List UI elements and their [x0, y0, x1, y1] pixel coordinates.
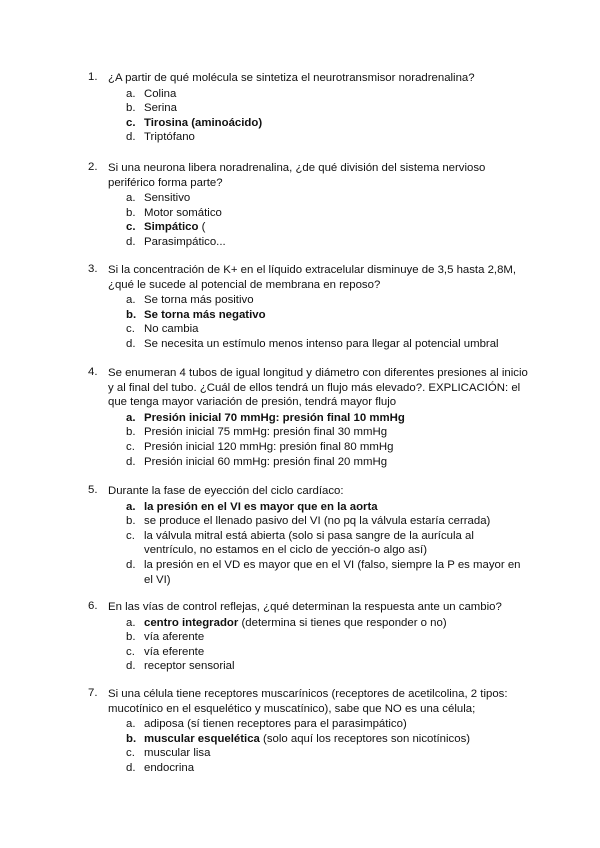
option-letter: a. [126, 294, 136, 307]
question-text: Si una célula tiene receptores muscarínicos (receptores de acetilcolina, 2 tipos: mucotínico en el esquelético y muscatínico), sabe que NO es una célula; [108, 688, 508, 715]
option-d [126, 558, 528, 587]
option-b [126, 514, 528, 529]
option-letter: b. [126, 515, 136, 528]
option-b [126, 425, 528, 440]
option-text: Serina [144, 102, 177, 115]
question-number: 1. [88, 71, 98, 83]
option-letter: b. [126, 426, 136, 439]
question-number: 7. [88, 687, 98, 699]
option-letter: b. [126, 732, 137, 745]
option-letter: a. [126, 616, 136, 629]
option-bold-text: centro integrador [144, 616, 239, 629]
option-text: receptor sensorial [144, 660, 235, 673]
option-d [126, 337, 528, 352]
option-letter: c. [126, 440, 135, 453]
option-letter: a. [126, 87, 136, 100]
option-b-answer [126, 732, 528, 747]
option-letter: c. [126, 529, 135, 542]
option-text: muscular lisa [144, 747, 211, 760]
option-text: Sensitivo [144, 192, 191, 205]
option-list [126, 411, 528, 469]
question-2 [88, 161, 528, 250]
option-letter: d. [126, 131, 136, 144]
option-text: endocrina [144, 761, 195, 774]
option-a [126, 293, 528, 308]
option-letter: b. [126, 102, 136, 115]
option-list [126, 500, 528, 588]
option-list [126, 293, 528, 351]
option-letter: c. [126, 323, 135, 336]
option-letter: a. [126, 411, 136, 424]
option-d [126, 761, 528, 776]
option-text: Se torna más positivo [144, 294, 254, 307]
option-letter: d. [126, 558, 136, 571]
question-text: En las vías de control reflejas, ¿qué determinan la respuesta ante un cambio? [108, 601, 502, 613]
option-a [126, 191, 528, 206]
option-a [126, 87, 528, 102]
option-b-answer [126, 308, 528, 323]
option-text: vía eferente [144, 645, 205, 658]
option-a-answer [126, 500, 528, 515]
question-text: ¿A partir de qué molécula se sintetiza el neurotransmisor noradrenalina? [108, 72, 475, 84]
option-text: Se torna más negativo [144, 308, 266, 321]
option-c-answer [126, 116, 528, 131]
question-6 [88, 600, 528, 674]
option-list [126, 191, 528, 249]
option-rest-text: (determina si tienes que responder o no) [238, 616, 447, 629]
option-letter: d. [126, 235, 136, 248]
option-d [126, 455, 528, 470]
option-bold-text: Simpático [144, 221, 199, 234]
question-1 [88, 71, 528, 145]
option-a-answer [126, 616, 528, 631]
question-number: 5. [88, 484, 98, 496]
option-letter: a. [126, 500, 136, 513]
option-letter: c. [126, 116, 136, 129]
option-list [126, 87, 528, 145]
option-list [126, 717, 528, 775]
option-letter: d. [126, 761, 136, 774]
option-c-answer [126, 220, 528, 235]
option-text: la presión en el VD es mayor que en el VI (falso, siempre la P es mayor en el VI) [144, 558, 521, 586]
option-letter: c. [126, 747, 135, 760]
question-number: 2. [88, 161, 98, 173]
option-c [126, 529, 528, 558]
option-text: Triptófano [144, 131, 195, 144]
option-a [126, 717, 528, 732]
question-3 [88, 263, 528, 352]
option-bold-text: muscular esquelética [144, 732, 260, 745]
option-c [126, 322, 528, 337]
option-text: Colina [144, 87, 177, 100]
option-letter: d. [126, 455, 136, 468]
option-text: Presión inicial 60 mmHg: presión final 20 mmHg [144, 455, 388, 468]
option-text: No cambia [144, 323, 199, 336]
option-text: la presión en el VI es mayor que en la aorta [144, 500, 378, 513]
option-letter: b. [126, 206, 136, 219]
option-text: Se necesita un estímulo menos intenso para llegar al potencial umbral [144, 337, 499, 350]
option-b [126, 630, 528, 645]
option-rest-text: (solo aquí los receptores son nicotínicos) [259, 732, 471, 745]
option-letter: b. [126, 308, 137, 321]
option-text: se produce el llenado pasivo del VI (no pq la válvula estaría cerrada) [144, 515, 491, 528]
option-b [126, 206, 528, 221]
option-text: Presión inicial 70 mmHg: presión final 10 mmHg [144, 411, 405, 424]
question-4 [88, 366, 528, 469]
option-rest-text: ( [198, 221, 206, 234]
question-text: Durante la fase de eyección del ciclo cardíaco: [108, 485, 344, 497]
question-text: Si la concentración de K+ en el líquido extracelular disminuye de 3,5 hasta 2,8M, ¿qué le sucede al potencial de membrana en reposo? [108, 264, 517, 291]
option-letter: c. [126, 645, 135, 658]
option-text: Parasimpático... [144, 235, 226, 248]
option-letter: a. [126, 718, 136, 731]
option-text: adiposa (sí tienen receptores para el parasimpático) [144, 718, 407, 731]
option-c [126, 746, 528, 761]
question-number: 3. [88, 263, 98, 275]
question-5 [88, 484, 528, 587]
option-text: Tirosina (aminoácido) [144, 116, 263, 129]
option-a-answer [126, 411, 528, 426]
option-d [126, 130, 528, 145]
option-letter: b. [126, 631, 136, 644]
option-text: vía aferente [144, 631, 205, 644]
option-letter: c. [126, 221, 136, 234]
option-text: Presión inicial 75 mmHg: presión final 30 mmHg [144, 426, 388, 439]
option-c [126, 440, 528, 455]
option-text: la válvula mitral está abierta (solo si pasa sangre de la aurícula al ventrículo, no estamos en el ciclo de yección-o algo así) [144, 529, 474, 557]
question-7 [88, 687, 528, 776]
option-letter: d. [126, 660, 136, 673]
option-d [126, 235, 528, 250]
option-d [126, 659, 528, 674]
question-number: 4. [88, 366, 98, 378]
option-c [126, 645, 528, 660]
question-text: Si una neurona libera noradrenalina, ¿de qué división del sistema nervioso periférico forma parte? [108, 162, 486, 189]
question-number: 6. [88, 600, 98, 612]
option-letter: d. [126, 337, 136, 350]
option-text: Motor somático [144, 206, 222, 219]
option-text: Presión inicial 120 mmHg: presión final 80 mmHg [144, 440, 394, 453]
option-letter: a. [126, 192, 136, 205]
option-b [126, 101, 528, 116]
option-list [126, 616, 528, 674]
question-text: Se enumeran 4 tubos de igual longitud y diámetro con diferentes presiones al inicio y al final del tubo. ¿Cuál de ellos tendrá un flujo más elevado?. EXPLICACIÓN: el que tenga mayor variación de presión, tendrá mayor flujo [108, 367, 528, 409]
